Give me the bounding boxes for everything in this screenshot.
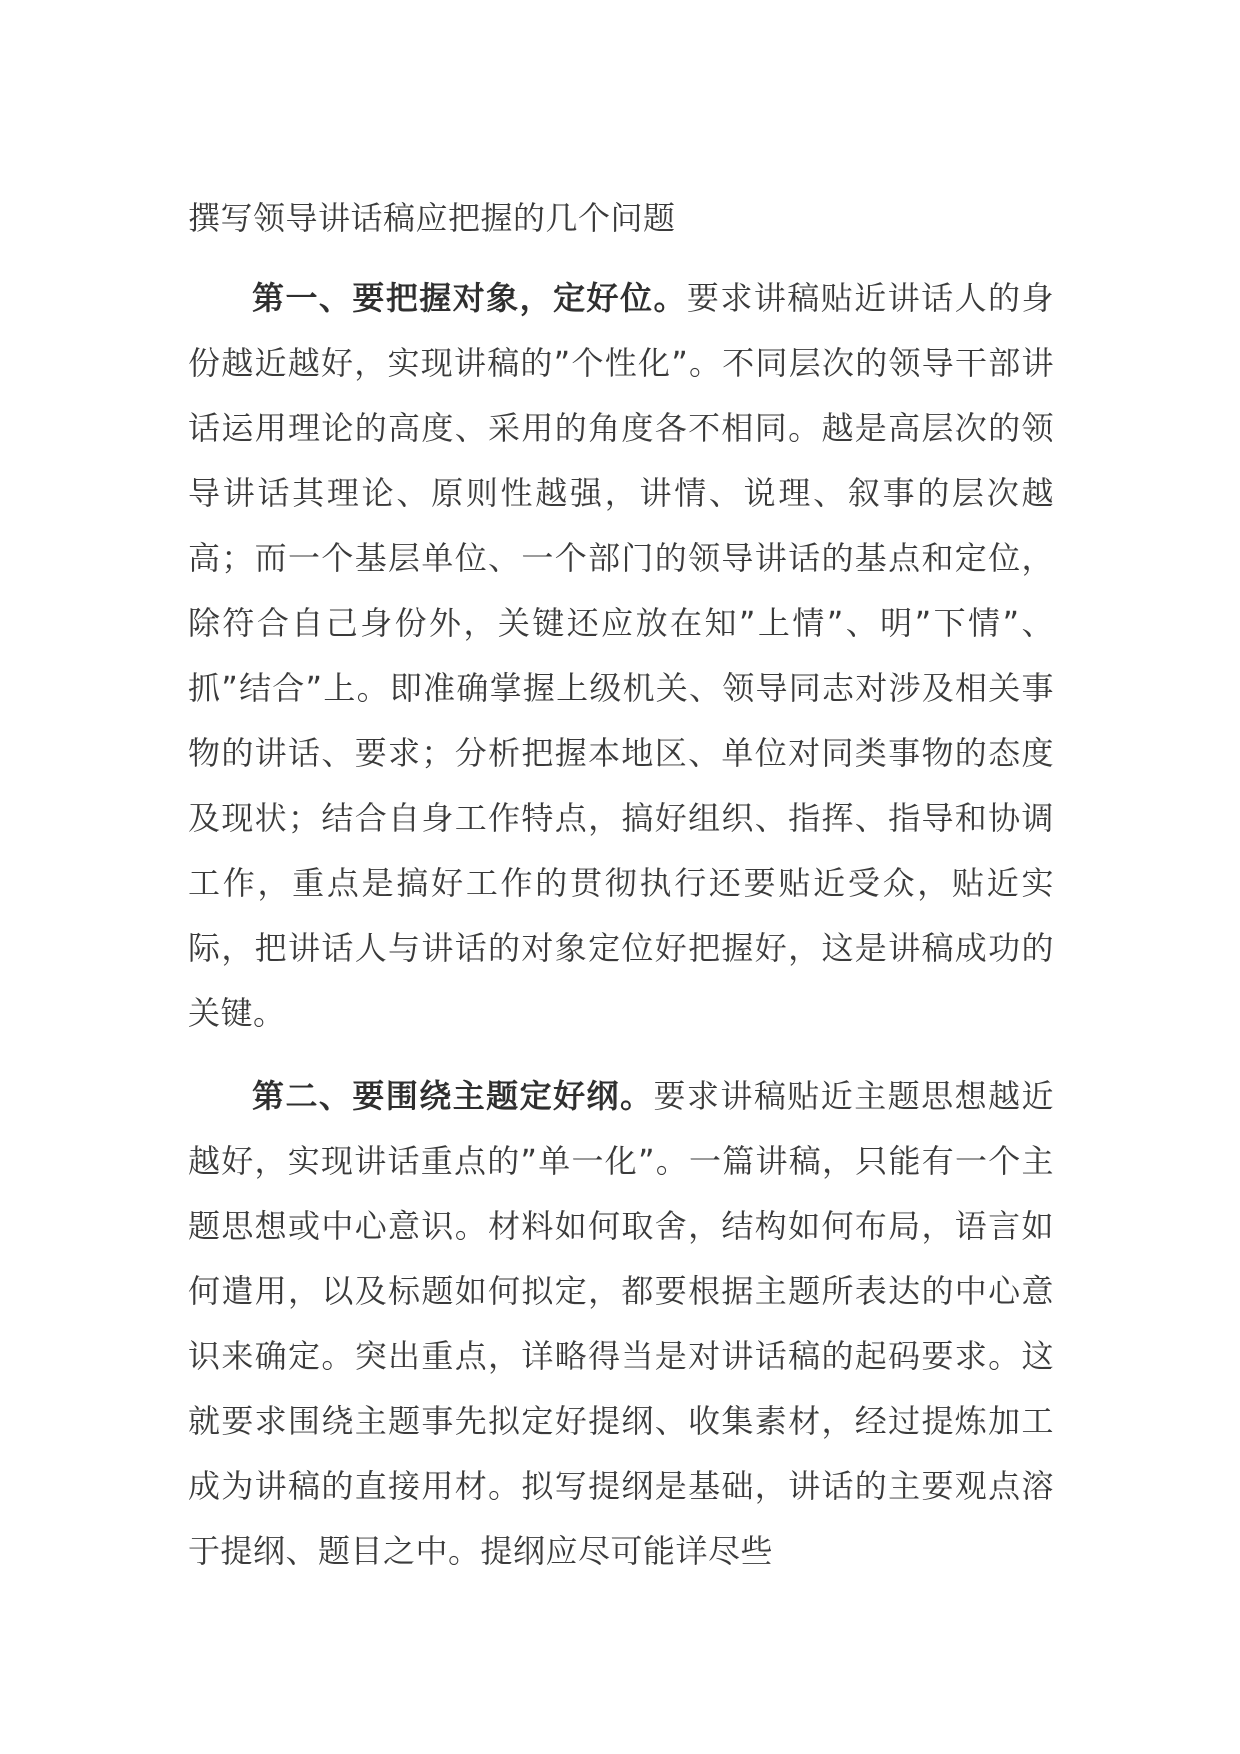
paragraph-2-body: 要求讲稿贴近主题思想越近越好，实现讲话重点的”单一化”。一篇讲稿，只能有一个主题思想或中心意识。材料如何取舍，结构如何布局，语言如何遣用，以及标题如何拟定，都要根据主题所表达的中心意识来确定。突出重点，详略得当是对讲话稿的起码要求。这就要求围绕主题事先拟定好提纲、收集素材，经过提炼加工成为讲稿的直接用材。拟写提纲是基础，讲话的主要观点溶于提纲、题目之中。提纲应尽可能详尽些: [188, 1077, 1054, 1570]
paragraph-1-lead: 第一、要把握对象，定好位。: [252, 279, 687, 317]
paragraph-1-body: 要求讲稿贴近讲话人的身份越近越好，实现讲稿的”个性化”。不同层次的领导干部讲话运用理论的高度、采用的角度各不相同。越是高层次的领导讲话其理论、原则性越强，讲情、说理、叙事的层次越高；而一个基层单位、一个部门的领导讲话的基点和定位，除符合自己身份外，关键还应放在知”上情”、明”下情”、抓”结合”上。即准确掌握上级机关、领导同志对涉及相关事物的讲话、要求；分析把握本地区、单位对同类事物的态度及现状；结合自身工作特点，搞好组织、指挥、指导和协调工作，重点是搞好工作的贯彻执行还要贴近受众，贴近实际，把讲话人与讲话的对象定位好把握好，这是讲稿成功的关键。: [188, 279, 1054, 1032]
paragraph-1: [188, 266, 1054, 1046]
document-title: 撰写领导讲话稿应把握的几个问题: [188, 199, 676, 237]
paragraph-2-lead: 第二、要围绕主题定好纲。: [252, 1077, 654, 1115]
document-body: [188, 188, 1054, 1602]
paragraph-2: [188, 1064, 1054, 1584]
